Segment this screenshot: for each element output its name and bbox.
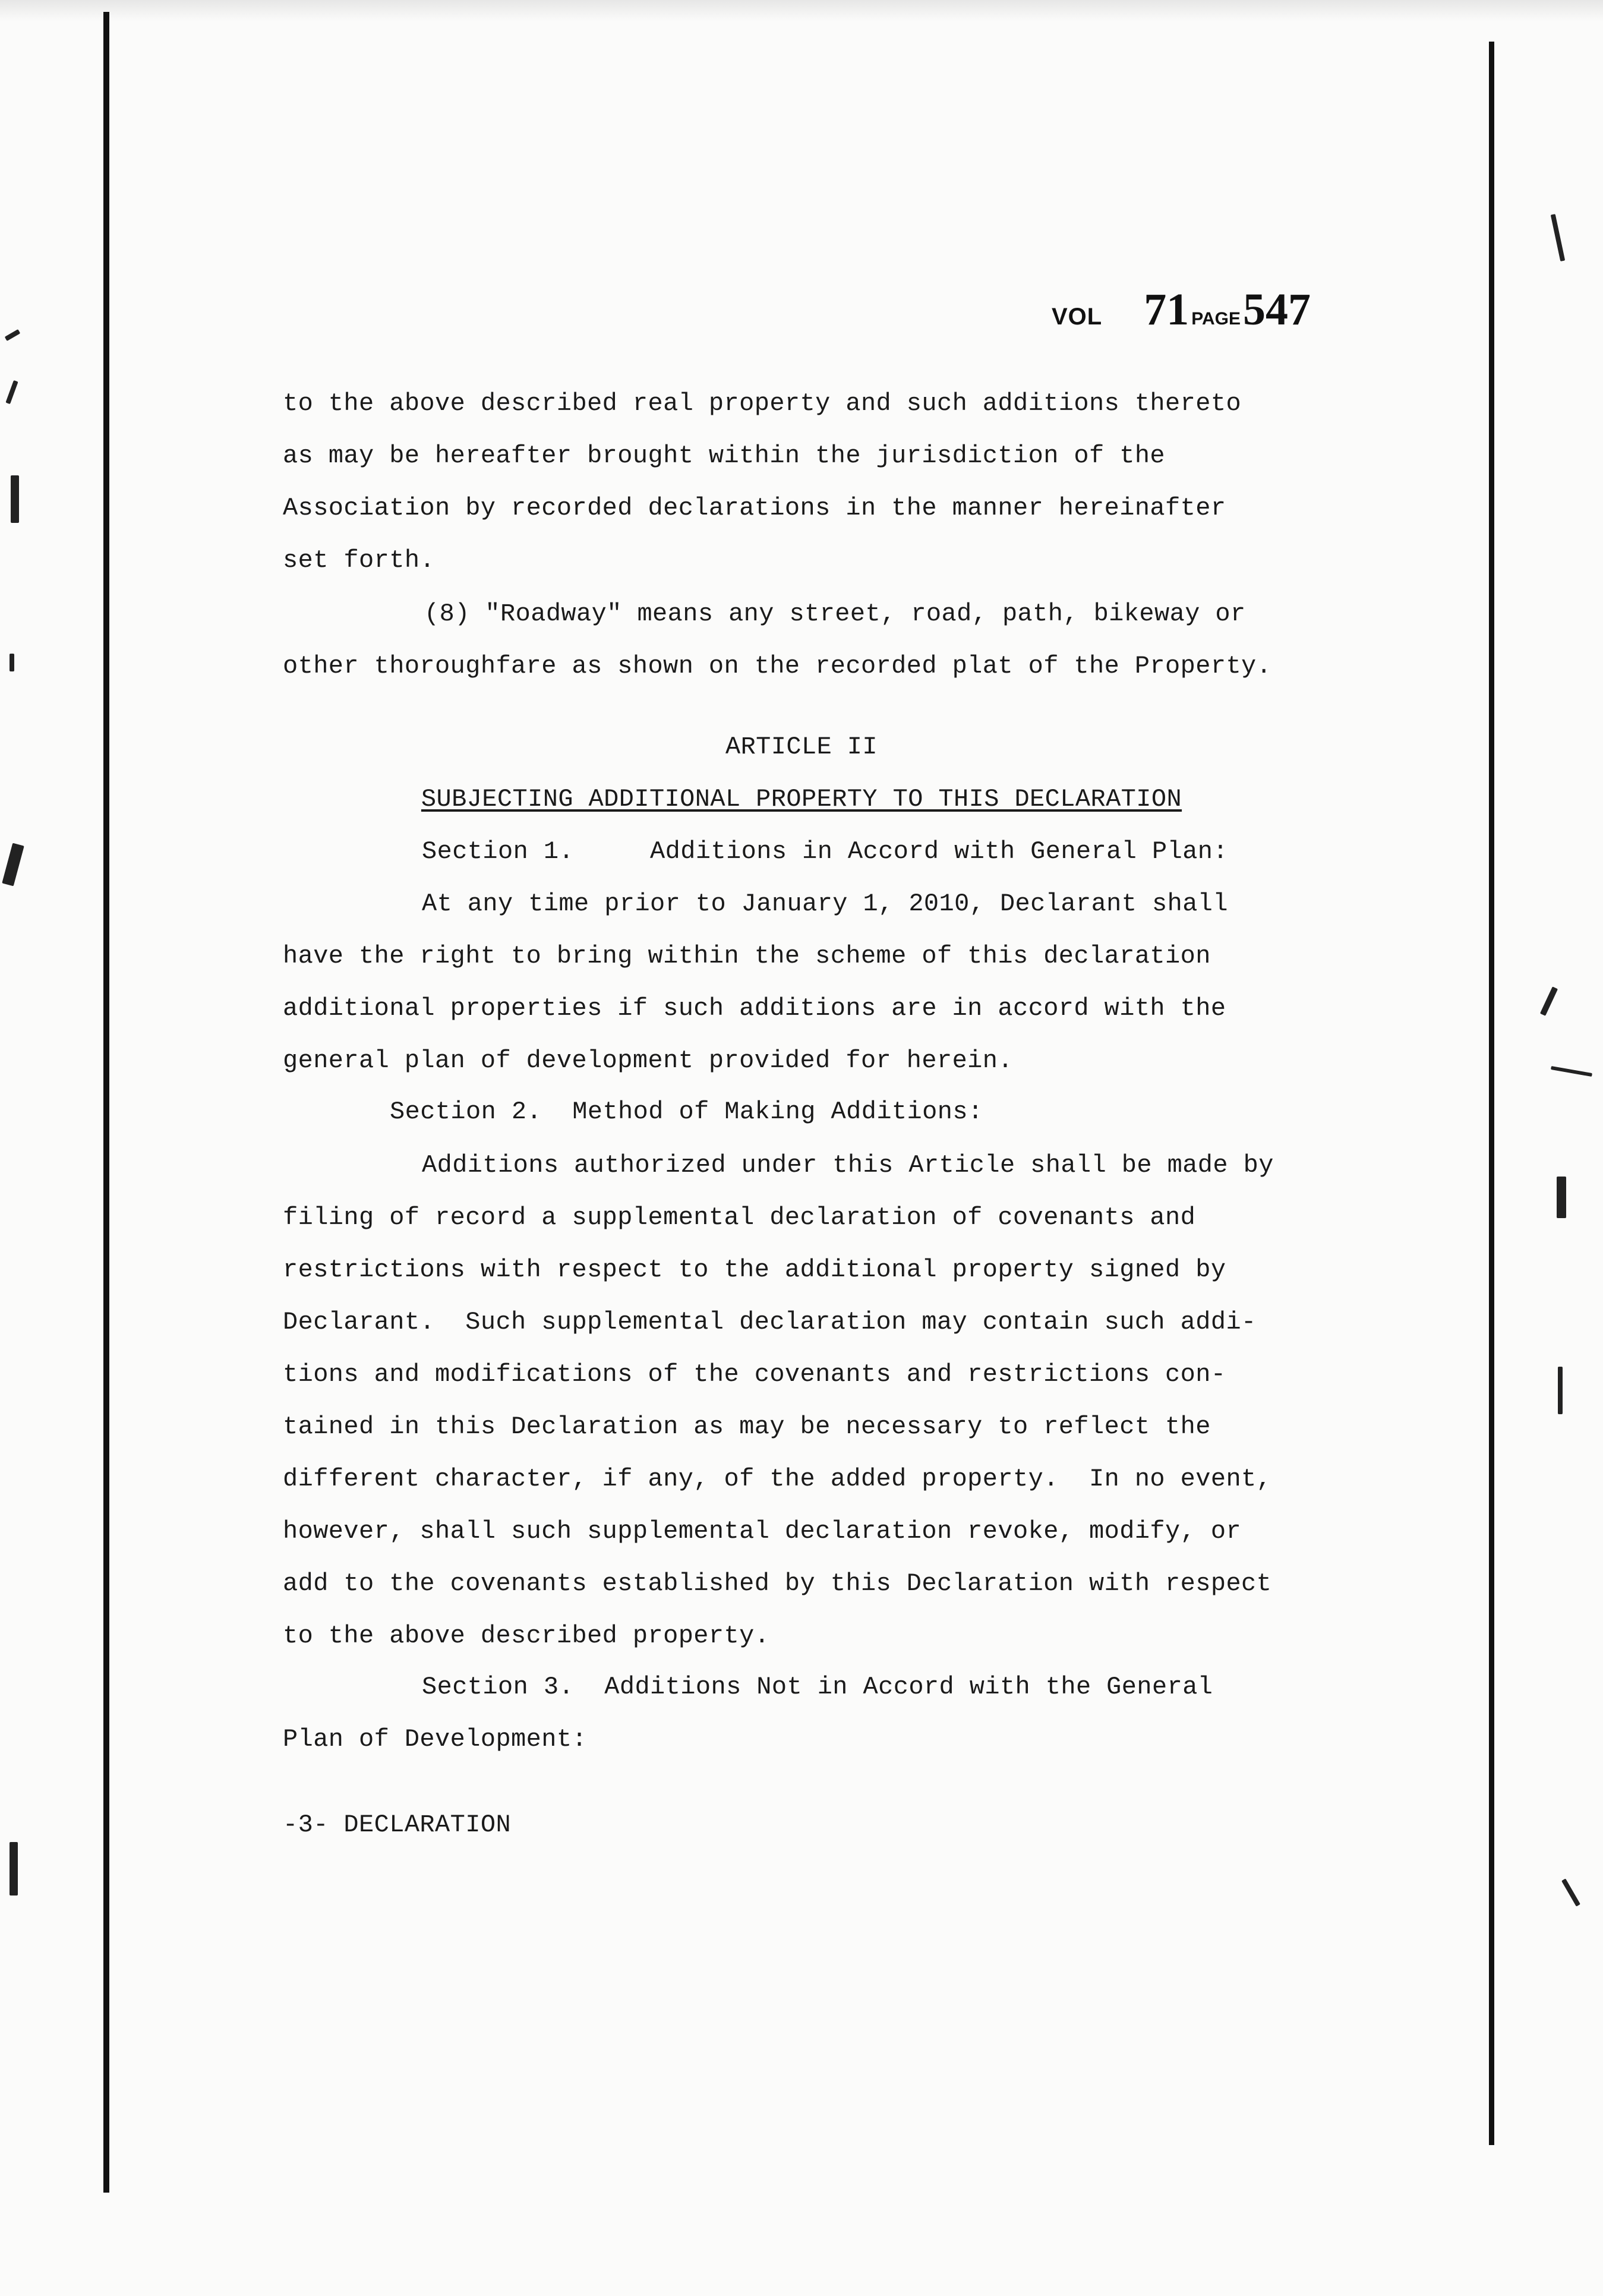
body-line: to the above described real property and such additions thereto [283,389,1242,418]
section-2-heading: Section 2. Method of Making Additions: [390,1097,983,1126]
scan-speck [1551,1066,1592,1077]
section-3-heading: Section 3. Additions Not in Accord with the General [422,1673,1213,1701]
scan-speck [5,380,18,404]
scan-left-binding-line [103,12,109,2193]
section-1-line: At any time prior to January 1, 2010, Declarant shall [422,890,1229,918]
page-footer: -3- DECLARATION [283,1811,512,1839]
scan-speck [1558,1367,1563,1414]
body-line: other thoroughfare as shown on the recorded plat of the Property. [283,652,1272,680]
section-1-line: additional properties if such additions are in accord with the [283,994,1226,1023]
vol-number: 71 [1144,285,1189,335]
section-2-line: Declarant. Such supplemental declaration may contain such addi- [283,1308,1257,1336]
section-2-line: however, shall such supplemental declaration revoke, modify, or [283,1517,1242,1546]
body-line: set forth. [283,546,436,575]
scan-top-shadow [0,0,1603,21]
vol-label: VOL [1052,304,1103,330]
section-1-line: general plan of development provided for herein. [283,1046,1013,1075]
scan-speck [1561,1878,1580,1906]
scan-speck [10,1842,18,1896]
section-2-line: different character, if any, of the added property. In no event, [283,1465,1272,1493]
body-line: Association by recorded declarations in the manner hereinafter [283,494,1226,522]
page-number: 547 [1243,285,1311,335]
section-1-line: have the right to bring within the scheme of this declaration [283,942,1211,970]
scan-speck [5,329,21,341]
scan-speck [1551,214,1565,261]
scan-speck [2,843,24,887]
article-subtitle: SUBJECTING ADDITIONAL PROPERTY TO THIS DECLARATION [421,785,1182,813]
section-2-line: Additions authorized under this Article shall be made by [422,1151,1274,1179]
section-2-line: tained in this Declaration as may be necessary to reflect the [283,1412,1211,1441]
volume-page-reference [1052,284,1311,336]
article-title: ARTICLE II [725,733,878,761]
section-2-line: tions and modifications of the covenants and restrictions con- [283,1360,1226,1389]
scan-speck [1540,986,1558,1016]
section-2-line: add to the covenants established by this Declaration with respect [283,1569,1272,1598]
section-1-heading: Section 1. Additions in Accord with General Plan: [422,837,1229,866]
scan-speck [10,654,14,671]
section-2-line: restrictions with respect to the additional property signed by [283,1256,1226,1284]
page-label: PAGE [1191,309,1241,329]
body-line: as may be hereafter brought within the jurisdiction of the [283,441,1166,470]
body-line: (8) "Roadway" means any street, road, path, bikeway or [424,600,1246,628]
section-3-line: Plan of Development: [283,1725,588,1753]
section-2-line: filing of record a supplemental declaration of covenants and [283,1203,1196,1232]
scan-right-edge-line [1489,42,1494,2145]
scan-speck [1557,1177,1566,1218]
scan-speck [11,475,19,523]
section-2-line: to the above described property. [283,1622,770,1650]
